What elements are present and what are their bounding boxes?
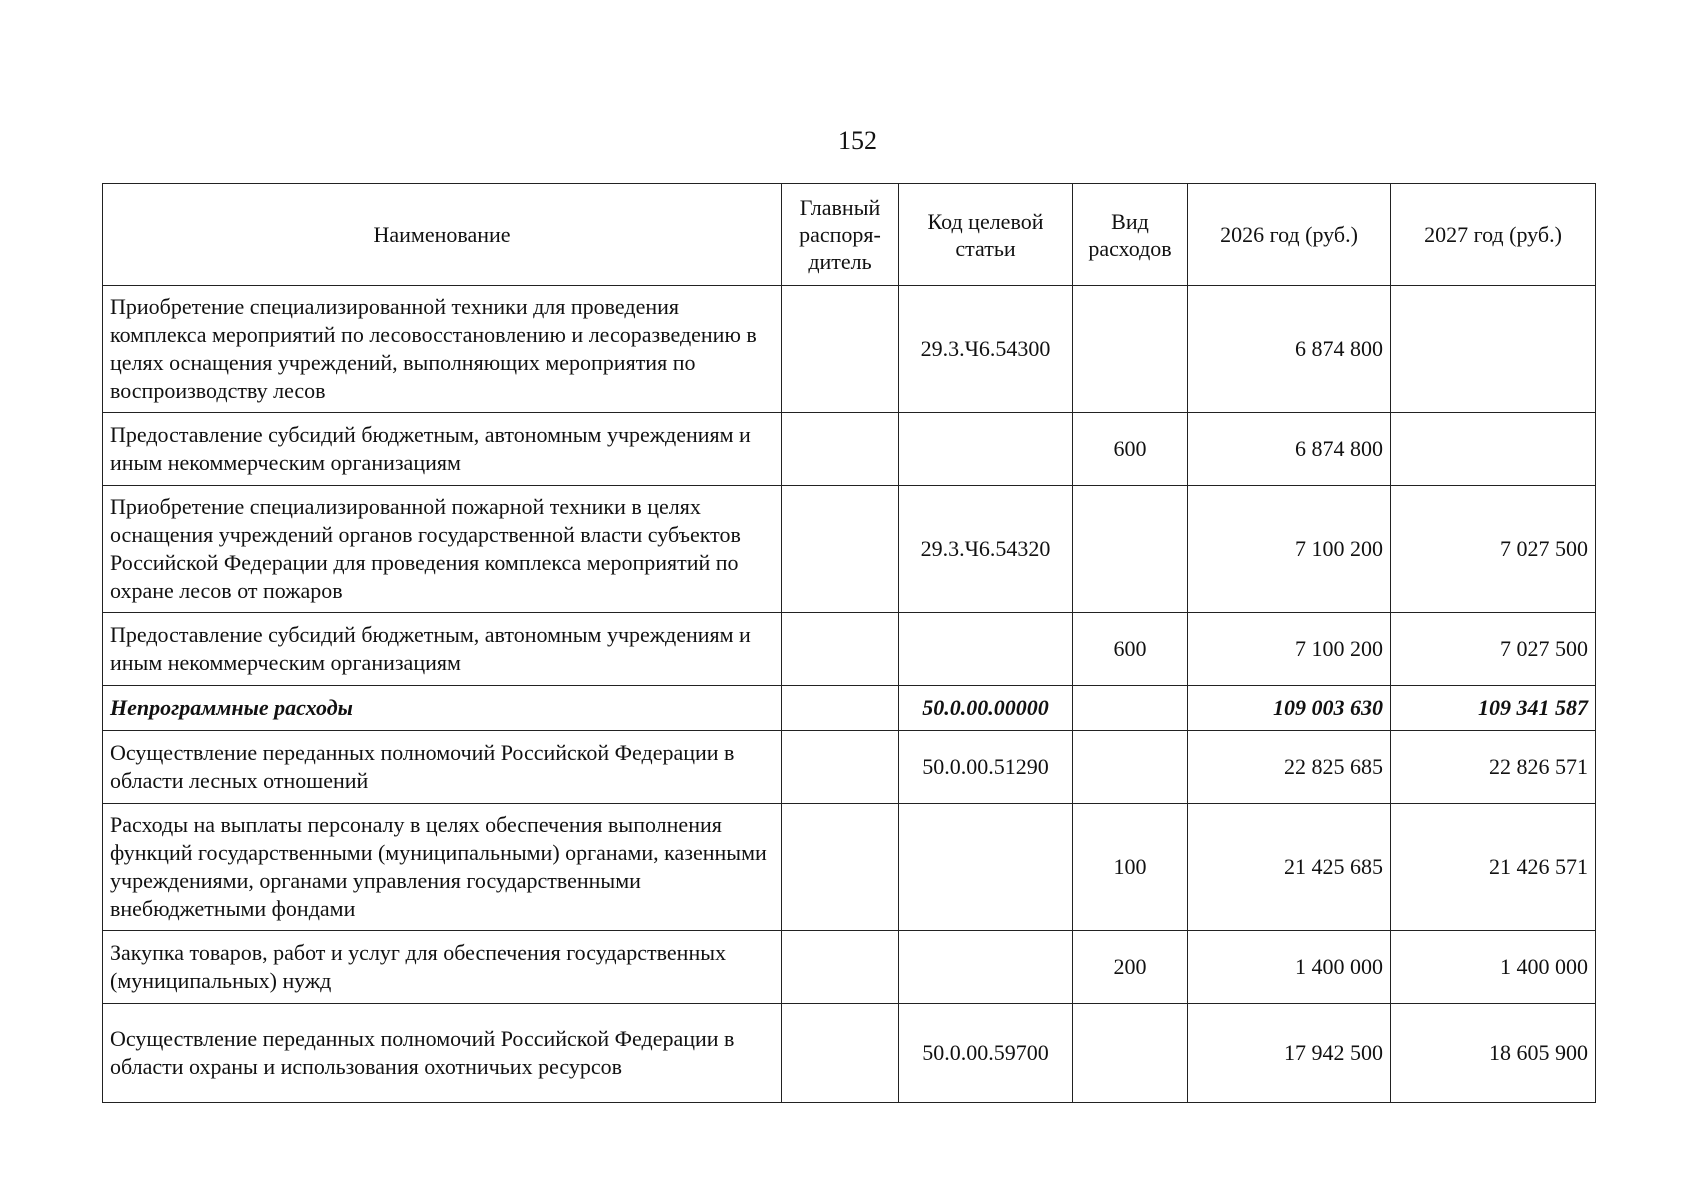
row-amount-2027: 18 605 900 xyxy=(1391,1004,1596,1103)
row-manager xyxy=(782,804,899,931)
row-name: Предоставление субсидий бюджетным, автономным учреждениям и иным некоммерческим организациям xyxy=(103,613,782,686)
table-row xyxy=(103,613,1596,686)
row-code xyxy=(899,613,1073,686)
page-number: 152 xyxy=(838,126,877,155)
table-row xyxy=(103,931,1596,1004)
row-name: Предоставление субсидий бюджетным, автономным учреждениям и иным некоммерческим организациям xyxy=(103,413,782,486)
row-name: Расходы на выплаты персоналу в целях обеспечения выполнения функций государственными (муниципальными) органами, казенными учреждениями, органами управления государственными внебюджетными фондами xyxy=(103,804,782,931)
row-name: Закупка товаров, работ и услуг для обеспечения государственных (муниципальных) нужд xyxy=(103,931,782,1004)
row-code: 50.0.00.59700 xyxy=(899,1004,1073,1103)
row-amount-2026: 17 942 500 xyxy=(1188,1004,1391,1103)
table-row-section xyxy=(103,686,1596,731)
row-type xyxy=(1073,486,1188,613)
table-row xyxy=(103,804,1596,931)
row-amount-2026: 7 100 200 xyxy=(1188,613,1391,686)
row-type xyxy=(1073,1004,1188,1103)
row-amount-2026: 6 874 800 xyxy=(1188,413,1391,486)
table-row xyxy=(103,486,1596,613)
table-row xyxy=(103,413,1596,486)
row-name: Осуществление переданных полномочий Российской Федерации в области лесных отношений xyxy=(103,731,782,804)
row-amount-2027: 21 426 571 xyxy=(1391,804,1596,931)
row-amount-2027: 22 826 571 xyxy=(1391,731,1596,804)
header-manager: Главный распоря-дитель xyxy=(782,184,899,286)
row-manager xyxy=(782,931,899,1004)
row-amount-2027: 7 027 500 xyxy=(1391,613,1596,686)
row-name: Приобретение специализированной техники для проведения комплекса мероприятий по лесовосстановлению и лесоразведению в целях оснащения учреждений, выполняющих мероприятия по воспроизводству лесов xyxy=(103,286,782,413)
row-manager xyxy=(782,686,899,731)
row-name: Непрограммные расходы xyxy=(103,686,782,731)
row-name: Осуществление переданных полномочий Российской Федерации в области охраны и использования охотничьих ресурсов xyxy=(103,1004,782,1103)
row-amount-2026: 21 425 685 xyxy=(1188,804,1391,931)
row-amount-2027 xyxy=(1391,286,1596,413)
budget-table xyxy=(102,183,1596,1103)
table-row xyxy=(103,731,1596,804)
table-row xyxy=(103,286,1596,413)
header-year-2027: 2027 год (руб.) xyxy=(1391,184,1596,286)
table-row xyxy=(103,1004,1596,1103)
row-amount-2026: 22 825 685 xyxy=(1188,731,1391,804)
row-manager xyxy=(782,486,899,613)
row-manager xyxy=(782,731,899,804)
row-amount-2027: 1 400 000 xyxy=(1391,931,1596,1004)
row-code xyxy=(899,413,1073,486)
row-amount-2026: 1 400 000 xyxy=(1188,931,1391,1004)
row-type: 200 xyxy=(1073,931,1188,1004)
row-manager xyxy=(782,286,899,413)
row-type xyxy=(1073,286,1188,413)
row-code xyxy=(899,931,1073,1004)
row-name: Приобретение специализированной пожарной техники в целях оснащения учреждений органов государственной власти субъектов Российской Федерации для проведения комплекса мероприятий по охране лесов от пожаров xyxy=(103,486,782,613)
row-type: 100 xyxy=(1073,804,1188,931)
header-year-2026: 2026 год (руб.) xyxy=(1188,184,1391,286)
table-header-row xyxy=(103,184,1596,286)
header-target-code: Код целевой статьи xyxy=(899,184,1073,286)
row-manager xyxy=(782,413,899,486)
row-amount-2026: 6 874 800 xyxy=(1188,286,1391,413)
header-expense-type: Вид расходов xyxy=(1073,184,1188,286)
row-amount-2027: 109 341 587 xyxy=(1391,686,1596,731)
row-amount-2026: 109 003 630 xyxy=(1188,686,1391,731)
header-name: Наименование xyxy=(103,184,782,286)
row-code: 29.3.Ч6.54320 xyxy=(899,486,1073,613)
row-code xyxy=(899,804,1073,931)
row-amount-2027: 7 027 500 xyxy=(1391,486,1596,613)
row-amount-2027 xyxy=(1391,413,1596,486)
row-code: 29.3.Ч6.54300 xyxy=(899,286,1073,413)
row-type: 600 xyxy=(1073,413,1188,486)
row-code: 50.0.00.51290 xyxy=(899,731,1073,804)
row-type: 600 xyxy=(1073,613,1188,686)
row-type xyxy=(1073,686,1188,731)
row-manager xyxy=(782,1004,899,1103)
row-code: 50.0.00.00000 xyxy=(899,686,1073,731)
row-type xyxy=(1073,731,1188,804)
row-manager xyxy=(782,613,899,686)
row-amount-2026: 7 100 200 xyxy=(1188,486,1391,613)
